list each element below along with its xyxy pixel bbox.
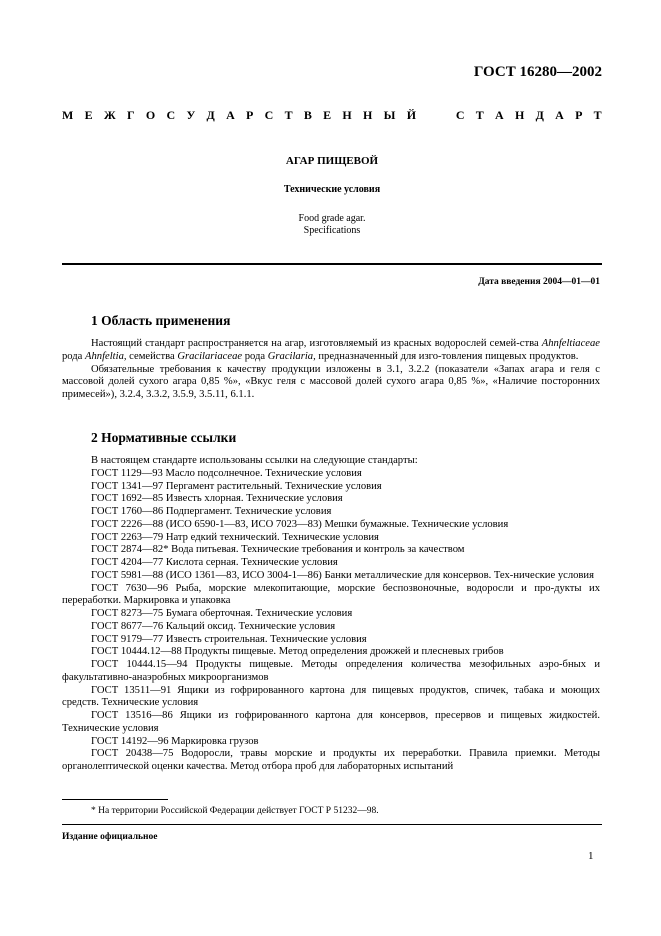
section-2-body: [62, 455, 600, 774]
text-run: предназначенный для изго-товления пищевых продуктов.: [315, 350, 579, 362]
section-1-body: [62, 338, 600, 402]
footnote: * На территории Российской Федерации действует ГОСТ Р 51232—98.: [91, 806, 379, 816]
normative-reference: ГОСТ 2226—88 (ИСО 6590-1—83, ИСО 7023—83) Мешки бумажные. Технические условия: [91, 518, 509, 530]
edition-rule: [62, 824, 602, 825]
banner-letter: С: [455, 108, 465, 122]
section-1-paragraph-2: Обязательные требования к качеству продукции изложены в 3.1, 3.2.2 (показатели «Запах агара и геля с массовой долей сухого агара 0,85 %», «Вкус геля с массовой долей сухого агара 0,85 %», «Наличие посторонних примесей»), 3.2.4, 3.3.2, 3.5.9, 3.5.11, 6.1.1.: [62, 363, 600, 400]
banner-letter: [442, 108, 445, 123]
section-2-heading: 2 Нормативные ссылки: [91, 430, 237, 445]
taxon-name: Ahnfeltia,: [85, 350, 127, 362]
section-1-paragraph-1: [62, 338, 600, 364]
english-title-line-2: Specifications: [303, 225, 361, 236]
english-title: [62, 213, 602, 237]
document-title: АГАР ПИЩЕВОЙ: [285, 155, 379, 167]
banner-letter: М: [62, 108, 74, 122]
section-1-heading: 1 Область применения: [91, 313, 231, 328]
banner-letter: Г: [127, 108, 135, 122]
taxon-name: Ahnfeltiaceae: [541, 338, 600, 349]
edition-label: Издание официальное: [62, 832, 158, 842]
taxon-name: Gracilariaceae: [177, 350, 243, 362]
effective-date: Дата введения 2004—01—01: [478, 277, 600, 287]
section-2-intro: В настоящем стандарте использованы ссылки на следующие стандарты:: [91, 455, 418, 466]
banner-letter: Й: [406, 108, 417, 122]
banner-letter: В: [303, 108, 312, 122]
standard-code: ГОСТ 16280—2002: [473, 64, 602, 80]
text-run: рода: [62, 350, 86, 362]
banner-letter: Д: [206, 108, 215, 122]
normative-reference: ГОСТ 1341—97 Пергамент растительный. Технические условия: [91, 480, 382, 492]
banner-letter: Т: [593, 108, 602, 122]
normative-reference: ГОСТ 9179—77 Известь строительная. Технические условия: [91, 633, 367, 645]
text-run: семейства: [126, 350, 178, 362]
banner-letter: Ж: [103, 108, 116, 122]
interstate-standard-banner: [62, 108, 602, 123]
normative-reference: ГОСТ 13511—91 Ящики из гофрированного картона для пищевых продуктов, спичек, табака и моющих средств. Технические условия: [62, 684, 600, 709]
page-number: 1: [588, 850, 594, 862]
footnote-rule: [62, 799, 168, 800]
header-rule: [62, 263, 602, 265]
banner-letter: Ы: [383, 108, 396, 122]
text-run: Настоящий стандарт распространяется на агар, изготовляемый из красных водорослей семей-ства: [91, 338, 542, 349]
banner-letter: Д: [535, 108, 544, 122]
normative-reference: ГОСТ 13516—86 Ящики из гофрированного картона для консервов, пресервов и пищевых жидкостей. Технические условия: [62, 710, 600, 734]
document-subtitle: Технические условия: [283, 184, 381, 195]
normative-reference: ГОСТ 1692—85 Известь хлорная. Технические условия: [91, 493, 343, 505]
banner-letter: Т: [284, 108, 293, 122]
normative-reference: ГОСТ 20438—75 Водоросли, травы морские и продукты их переработки. Правила приемки. Методы органолептической оценки качества. Метод отбора проб для лабораторных испытаний: [62, 748, 600, 772]
banner-letter: Н: [514, 108, 525, 122]
banner-letter: С: [264, 108, 274, 122]
banner-letter: Т: [475, 108, 484, 122]
normative-reference: ГОСТ 8677—76 Кальций оксид. Технические условия: [91, 620, 336, 632]
taxon-name: Gracilaria,: [267, 350, 316, 362]
banner-letter: У: [186, 108, 196, 122]
normative-reference: ГОСТ 14192—96 Маркировка грузов: [91, 735, 259, 747]
banner-letter: Р: [246, 108, 254, 122]
normative-reference: ГОСТ 10444.15—94 Продукты пищевые. Методы определения количества мезофильных аэро-бных и факультативно-анаэробных микроорганизмов: [62, 659, 600, 683]
normative-reference: ГОСТ 5981—88 (ИСО 1361—83, ИСО 3004-1—86) Банки металлические для консервов. Тех-нические условия: [91, 569, 594, 581]
banner-letter: Н: [363, 108, 373, 122]
banner-letter: Н: [342, 108, 352, 122]
banner-letter: О: [145, 108, 156, 122]
banner-letter: [427, 108, 430, 123]
banner-letter: С: [166, 108, 176, 122]
banner-letter: Р: [575, 108, 583, 122]
english-title-line-1: Food grade agar.: [298, 213, 366, 224]
normative-reference: ГОСТ 4204—77 Кислота серная. Технические условия: [91, 557, 338, 568]
normative-reference: ГОСТ 2263—79 Натр едкий технический. Технические условия: [91, 531, 379, 543]
banner-letter: Е: [84, 108, 93, 122]
banner-letter: Е: [323, 108, 332, 122]
banner-letter: А: [495, 108, 504, 122]
banner-letter: А: [555, 108, 564, 122]
normative-reference: ГОСТ 7630—96 Рыба, морские млекопитающие, морские беспозвоночные, водоросли и про-дукты их переработки. Маркировка и упаковка: [62, 582, 600, 607]
normative-reference: ГОСТ 2874—82* Вода питьевая. Технические требования и контроль за качеством: [91, 544, 465, 556]
banner-letter: А: [226, 108, 235, 122]
text-run: рода: [242, 350, 268, 362]
normative-reference: ГОСТ 10444.12—88 Продукты пищевые. Метод определения дрожжей и плесневых грибов: [91, 646, 504, 658]
normative-reference: ГОСТ 1760—86 Подпергамент. Технические условия: [91, 506, 332, 517]
normative-reference: ГОСТ 8273—75 Бумага оберточная. Технические условия: [91, 608, 353, 619]
normative-reference: ГОСТ 1129—93 Масло подсолнечное. Технические условия: [91, 467, 362, 479]
